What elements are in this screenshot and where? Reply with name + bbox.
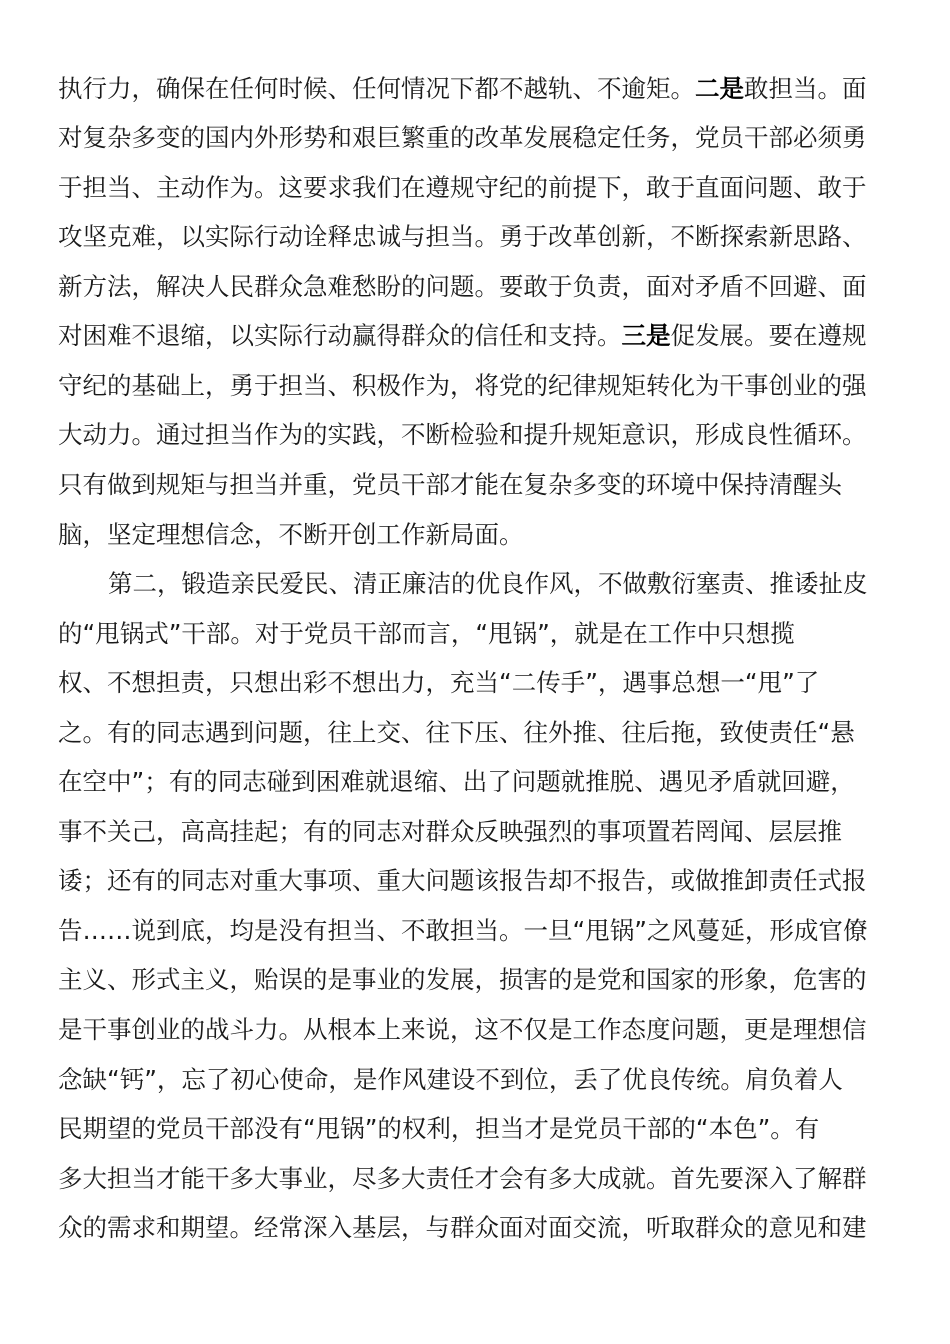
text-run: 只有做到规矩与担当并重，党员干部才能在复杂多变的环境中保持清醒头 (58, 470, 842, 499)
text-run: 权、不想担责，只想出彩不想出力，充当“二传手”，遇事总想一“甩”了 (58, 668, 820, 697)
text-run: 于担当、主动作为。这要求我们在遵规守纪的前提下，敢于直面问题、敢于 (58, 173, 867, 202)
text-run: 众的需求和期望。经常深入基层，与群众面对面交流，听取群众的意见和建 (58, 1213, 867, 1242)
text-run: 主义、形式主义，贻误的是事业的发展，损害的是党和国家的形象，危害的 (58, 965, 867, 994)
text-run: 攻坚克难，以实际行动诠释忠诚与担当。勇于改革创新，不断探索新思路、 (58, 222, 867, 251)
text-run: 守纪的基础上，勇于担当、积极作为，将党的纪律规矩转化为干事创业的强 (58, 371, 867, 400)
text-run: 告……说到底，均是没有担当、不敢担当。一旦“甩锅”之风蔓延，形成官僚 (58, 916, 868, 945)
text-line (58, 861, 893, 901)
text-line (58, 118, 893, 158)
text-run: 脑，坚定理想信念，不断开创工作新局面。 (58, 520, 524, 549)
text-run: 执行力，确保在任何时候、任何情况下都不越轨、不逾矩。 (58, 74, 695, 103)
text-line (58, 713, 893, 753)
text-run: 对困难不退缩，以实际行动赢得群众的信任和支持。 (58, 321, 622, 350)
text-run: 民期望的党员干部没有“甩锅”的权利，担当才是党员干部的“本色”。有 (58, 1114, 820, 1143)
text-run: 之。有的同志遇到问题，往上交、往下压、往外推、往后拖，致使责任“悬 (58, 718, 855, 747)
text-line (58, 1060, 893, 1100)
text-line (58, 1010, 893, 1050)
text-line (58, 515, 893, 555)
text-run: 促发展。要在遵规 (670, 321, 867, 350)
text-line (58, 217, 893, 257)
text-line (58, 911, 893, 951)
text-run: 多大担当才能干多大事业，尽多大责任才会有多大成就。首先要深入了解群 (58, 1164, 867, 1193)
text-run: 事不关己，高高挂起；有的同志对群众反映强烈的事项置若罔闻、层层推 (58, 817, 842, 846)
text-line (58, 316, 893, 356)
text-run: 大动力。通过担当作为的实践，不断检验和提升规矩意识，形成良性循环。 (58, 420, 867, 449)
text-line (58, 465, 893, 505)
bold-text-run: 二是 (695, 74, 744, 103)
text-line (58, 168, 893, 208)
text-run: 的“甩锅式”干部。对于党员干部而言，“甩锅”，就是在工作中只想揽 (58, 619, 795, 648)
text-run: 念缺“钙”，忘了初心使命，是作风建设不到位，丢了优良传统。肩负着人 (58, 1065, 843, 1094)
text-run: 是干事创业的战斗力。从根本上来说，这不仅是工作态度问题，更是理想信 (58, 1015, 867, 1044)
text-run: 敢担当。面 (744, 74, 867, 103)
text-run: 第二，锻造亲民爱民、清正廉洁的优良作风，不做敷衍塞责、推诿扯皮 (108, 569, 868, 598)
text-line (58, 1109, 893, 1149)
bold-text-run: 三是 (621, 321, 671, 350)
text-line (58, 762, 893, 802)
text-line (58, 69, 893, 109)
text-line (58, 1159, 893, 1199)
text-line (58, 267, 893, 307)
text-run: 新方法，解决人民群众急难愁盼的问题。要敢于负责，面对矛盾不回避、面 (58, 272, 867, 301)
paragraph-first-line (108, 564, 893, 604)
text-run: 对复杂多变的国内外形势和艰巨繁重的改革发展稳定任务，党员干部必须勇 (58, 123, 867, 152)
text-line (58, 812, 893, 852)
text-line (58, 1208, 893, 1248)
text-line (58, 366, 893, 406)
text-line (58, 663, 893, 703)
text-line (58, 960, 893, 1000)
text-run: 诿；还有的同志对重大事项、重大问题该报告却不报告，或做推卸责任式报 (58, 866, 867, 895)
text-run: 在空中”；有的同志碰到困难就退缩、出了问题就推脱、遇见矛盾就回避， (58, 767, 855, 796)
text-line (58, 415, 893, 455)
text-line (58, 614, 893, 654)
